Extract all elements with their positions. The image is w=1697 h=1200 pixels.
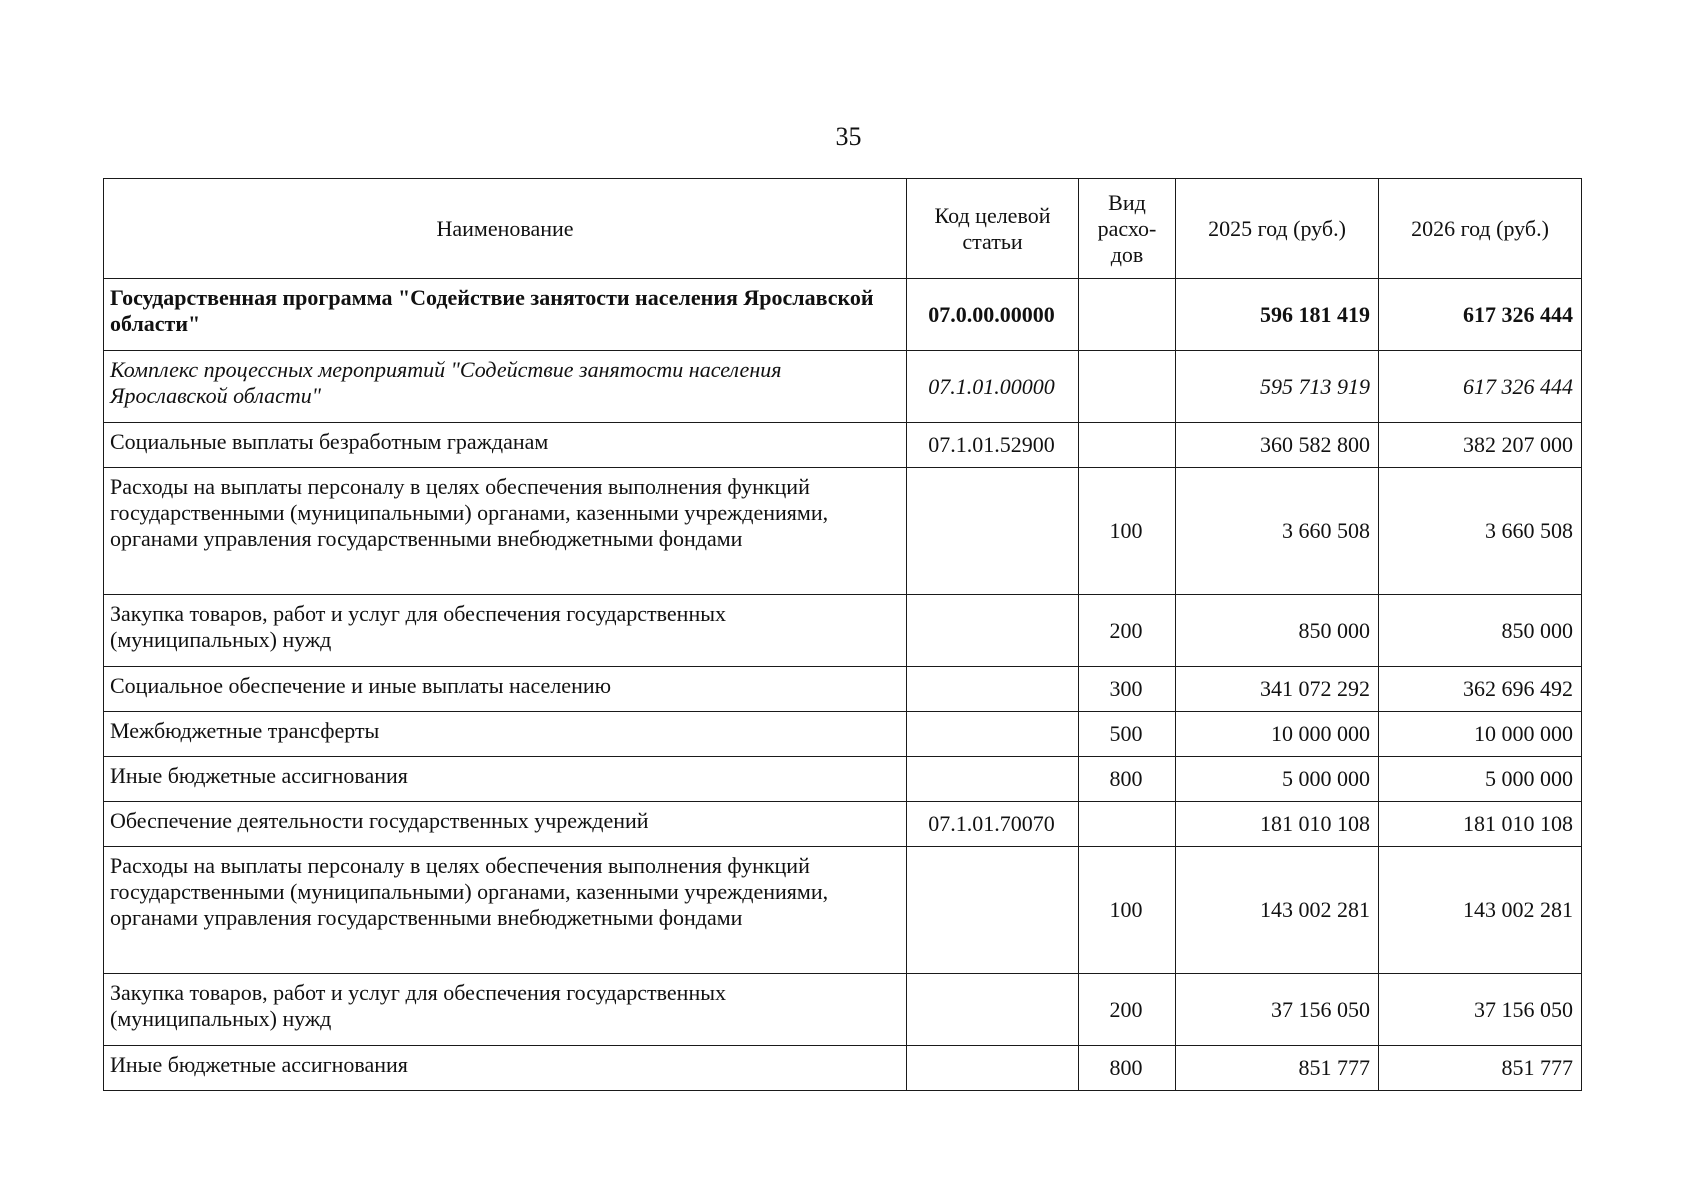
row-name: Закупка товаров, работ и услуг для обеспечения государственных (муниципальных) нужд bbox=[104, 595, 907, 667]
row-expense-type: 100 bbox=[1079, 468, 1176, 595]
row-expense-type: 800 bbox=[1079, 1046, 1176, 1091]
row-code bbox=[907, 757, 1079, 802]
row-code bbox=[907, 712, 1079, 757]
row-name: Закупка товаров, работ и услуг для обеспечения государственных (муниципальных) нужд bbox=[104, 974, 907, 1046]
row-code: 07.1.01.52900 bbox=[907, 423, 1079, 468]
row-amount-2025: 5 000 000 bbox=[1176, 757, 1379, 802]
row-amount-2025: 360 582 800 bbox=[1176, 423, 1379, 468]
page-number: 35 bbox=[835, 122, 862, 151]
table-row bbox=[104, 667, 1582, 712]
row-amount-2026: 5 000 000 bbox=[1379, 757, 1582, 802]
row-amount-2026: 143 002 281 bbox=[1379, 847, 1582, 974]
table-row bbox=[104, 847, 1582, 974]
row-expense-type bbox=[1079, 423, 1176, 468]
row-expense-type bbox=[1079, 279, 1176, 351]
row-name: Иные бюджетные ассигнования bbox=[104, 1046, 907, 1091]
row-name: Социальные выплаты безработным гражданам bbox=[104, 423, 907, 468]
row-expense-type: 200 bbox=[1079, 974, 1176, 1046]
budget-table bbox=[103, 178, 1582, 1091]
row-amount-2025: 37 156 050 bbox=[1176, 974, 1379, 1046]
row-expense-type: 500 bbox=[1079, 712, 1176, 757]
row-expense-type: 300 bbox=[1079, 667, 1176, 712]
row-name: Обеспечение деятельности государственных учреждений bbox=[104, 802, 907, 847]
row-name: Расходы на выплаты персоналу в целях обеспечения выполнения функций государственными (муниципальными) органами, казенными учреждениями, органами управления государственными внебюджетными фондами bbox=[104, 847, 907, 974]
row-name: Государственная программа "Содействие занятости населения Ярославской области" bbox=[104, 279, 907, 351]
table-row bbox=[104, 974, 1582, 1046]
row-amount-2026: 10 000 000 bbox=[1379, 712, 1582, 757]
row-amount-2026: 382 207 000 bbox=[1379, 423, 1582, 468]
row-amount-2026: 850 000 bbox=[1379, 595, 1582, 667]
row-amount-2026: 3 660 508 bbox=[1379, 468, 1582, 595]
table-row bbox=[104, 423, 1582, 468]
table-row bbox=[104, 351, 1582, 423]
header-year-2025: 2025 год (руб.) bbox=[1176, 179, 1379, 279]
row-amount-2025: 143 002 281 bbox=[1176, 847, 1379, 974]
row-amount-2026: 617 326 444 bbox=[1379, 351, 1582, 423]
header-expense-type: Вид расхо-дов bbox=[1079, 179, 1176, 279]
row-code: 07.0.00.00000 bbox=[907, 279, 1079, 351]
table-header-row bbox=[104, 179, 1582, 279]
row-amount-2025: 341 072 292 bbox=[1176, 667, 1379, 712]
row-amount-2026: 851 777 bbox=[1379, 1046, 1582, 1091]
row-amount-2026: 362 696 492 bbox=[1379, 667, 1582, 712]
row-amount-2025: 181 010 108 bbox=[1176, 802, 1379, 847]
row-name: Комплекс процессных мероприятий "Содействие занятости населения Ярославской области" bbox=[104, 351, 907, 423]
header-year-2026: 2026 год (руб.) bbox=[1379, 179, 1582, 279]
row-amount-2025: 595 713 919 bbox=[1176, 351, 1379, 423]
row-amount-2025: 3 660 508 bbox=[1176, 468, 1379, 595]
row-name: Иные бюджетные ассигнования bbox=[104, 757, 907, 802]
row-amount-2026: 181 010 108 bbox=[1379, 802, 1582, 847]
row-expense-type bbox=[1079, 351, 1176, 423]
row-expense-type: 200 bbox=[1079, 595, 1176, 667]
header-code: Код целевой статьи bbox=[907, 179, 1079, 279]
row-code bbox=[907, 595, 1079, 667]
row-expense-type bbox=[1079, 802, 1176, 847]
table-row bbox=[104, 595, 1582, 667]
row-code: 07.1.01.00000 bbox=[907, 351, 1079, 423]
row-name: Межбюджетные трансферты bbox=[104, 712, 907, 757]
row-amount-2025: 850 000 bbox=[1176, 595, 1379, 667]
row-expense-type: 100 bbox=[1079, 847, 1176, 974]
row-code bbox=[907, 974, 1079, 1046]
table-row bbox=[104, 279, 1582, 351]
row-amount-2025: 596 181 419 bbox=[1176, 279, 1379, 351]
table-row bbox=[104, 757, 1582, 802]
row-amount-2025: 851 777 bbox=[1176, 1046, 1379, 1091]
row-name: Социальное обеспечение и иные выплаты населению bbox=[104, 667, 907, 712]
row-amount-2025: 10 000 000 bbox=[1176, 712, 1379, 757]
row-code bbox=[907, 1046, 1079, 1091]
row-amount-2026: 617 326 444 bbox=[1379, 279, 1582, 351]
header-name: Наименование bbox=[104, 179, 907, 279]
table-row bbox=[104, 802, 1582, 847]
row-expense-type: 800 bbox=[1079, 757, 1176, 802]
table-row bbox=[104, 1046, 1582, 1091]
row-name: Расходы на выплаты персоналу в целях обеспечения выполнения функций государственными (муниципальными) органами, казенными учреждениями, органами управления государственными внебюджетными фондами bbox=[104, 468, 907, 595]
row-code bbox=[907, 468, 1079, 595]
row-amount-2026: 37 156 050 bbox=[1379, 974, 1582, 1046]
table-row bbox=[104, 712, 1582, 757]
row-code bbox=[907, 667, 1079, 712]
row-code: 07.1.01.70070 bbox=[907, 802, 1079, 847]
table-row bbox=[104, 468, 1582, 595]
row-code bbox=[907, 847, 1079, 974]
